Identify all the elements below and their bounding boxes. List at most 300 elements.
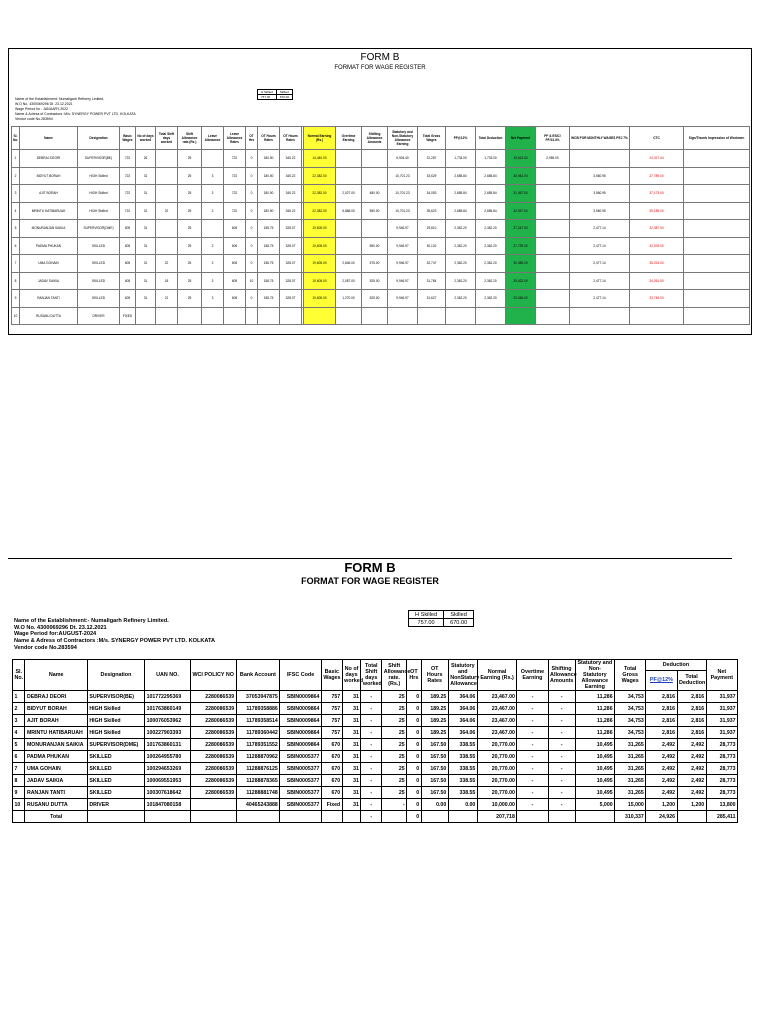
column-header-no-of-days-worked: No of days worked [342, 660, 361, 691]
table-cell: - [517, 751, 548, 763]
table-cell: 25 [178, 237, 202, 255]
table-cell [684, 307, 750, 325]
table-cell: 2,955.00 [536, 150, 570, 168]
table-cell: 158.75 [258, 255, 280, 273]
table-cell: 2 [12, 167, 20, 185]
total-cell [421, 811, 448, 823]
table-cell: 5,868.00 [336, 202, 362, 220]
table-cell: 1,200 [677, 799, 706, 811]
table-cell: HIGH Skilled [87, 703, 144, 715]
table-cell: 2280086539 [190, 727, 236, 739]
table-cell [280, 307, 302, 325]
table-cell: 0 [407, 787, 422, 799]
table-cell: 328.07 [280, 290, 302, 308]
table-cell [246, 307, 258, 325]
table-cell: 100069551953 [145, 775, 191, 787]
table-row [13, 799, 738, 811]
table-cell: 31,265 [615, 739, 646, 751]
total-cell [87, 811, 144, 823]
meta-line: W.O No. 4300069296 Dt. 23.12.2021 [15, 102, 73, 106]
table-cell: 30,102 [418, 237, 446, 255]
table-cell: 22 [156, 202, 178, 220]
table-cell: 100076053962 [145, 715, 191, 727]
total-cell: 207,718 [477, 811, 517, 823]
table-cell: 605 [120, 272, 136, 290]
table-cell: - [361, 691, 382, 703]
table-cell: 19,613.00 [506, 150, 536, 168]
total-cell: 285,411 [706, 811, 737, 823]
wage-table-january [11, 126, 750, 325]
total-cell: 24,926 [646, 811, 677, 823]
table-cell: 34,753 [615, 703, 646, 715]
table-cell [178, 307, 202, 325]
meta-line: W.O No. 4300069296 Dt. 23.12.2021 [14, 624, 107, 631]
table-cell: 10 [246, 272, 258, 290]
table-cell: 6 [13, 751, 25, 763]
column-header-wcb-for-monthly-wages-pej-7: WCB FOR MONTHLY WAGES PEJ 7% [570, 127, 630, 150]
table-cell: UMA GOHAIN [20, 255, 78, 273]
table-cell: - [361, 715, 382, 727]
table-cell: 25 [178, 167, 202, 185]
table-cell: - [361, 703, 382, 715]
table-cell: SKILLED [78, 272, 120, 290]
table-cell: HIGH Skilled [87, 715, 144, 727]
table-cell: 10,495 [575, 751, 615, 763]
table-cell: 1,200 [646, 799, 677, 811]
table-cell: 25 [382, 787, 407, 799]
table-cell: 2280086539 [190, 691, 236, 703]
table-cell: 364.06 [448, 727, 477, 739]
table-cell: 25 [178, 185, 202, 203]
table-cell [202, 150, 224, 168]
table-cell: 31 [342, 691, 361, 703]
table-cell: 33,749.00 [630, 290, 684, 308]
table-cell: 338.55 [448, 751, 477, 763]
table-cell: 35,623 [418, 202, 446, 220]
table-cell: BIDYUT BORAH [25, 703, 87, 715]
table-cell: 10,495 [575, 739, 615, 751]
table-cell: - [548, 787, 575, 799]
table-cell: 11789360442 [236, 727, 280, 739]
table-cell: 2,685.84 [476, 185, 506, 203]
table-cell: 158.75 [258, 290, 280, 308]
column-header-net-payment: Net Payment [506, 127, 536, 150]
table-cell: 1,733.00 [476, 150, 506, 168]
table-cell: 9,946.97 [388, 255, 418, 273]
table-cell: 31,937 [706, 691, 737, 703]
table-cell: 101772295369 [145, 691, 191, 703]
table-cell: DEBRAJ DEORI [20, 150, 78, 168]
table-cell: 31,937 [706, 703, 737, 715]
table-cell [536, 202, 570, 220]
table-cell: 2,087.00 [336, 272, 362, 290]
table-cell: - [548, 703, 575, 715]
table-cell: JADAV SAIKIA [20, 272, 78, 290]
table-cell: 2280086539 [190, 751, 236, 763]
table-cell: 40465243888 [236, 799, 280, 811]
table-cell: 27,739.00 [506, 237, 536, 255]
total-cell [517, 811, 548, 823]
table-cell: 30,385.00 [506, 255, 536, 273]
table-cell: DRIVER [78, 307, 120, 325]
table-cell: 2280086539 [190, 763, 236, 775]
table-cell: - [517, 691, 548, 703]
table-cell: 605 [120, 290, 136, 308]
table-cell: 722 [224, 167, 246, 185]
table-cell: 34,753 [615, 727, 646, 739]
table-cell [536, 290, 570, 308]
table-cell [536, 307, 570, 325]
table-cell: SBIN0009864 [280, 727, 322, 739]
column-header-ctc: CTC [630, 127, 684, 150]
table-cell: 27,247.00 [506, 220, 536, 238]
table-cell: RANJAN TANTI [25, 787, 87, 799]
table-row [13, 715, 738, 727]
table-cell: 31 [136, 220, 156, 238]
table-cell: - [382, 799, 407, 811]
total-cell [280, 811, 322, 823]
table-cell: 2,816 [677, 703, 706, 715]
meta-line: Name & Adress of Contractors :M/s. SYNERGY POWER PVT LTD. KOLKATA [14, 638, 216, 645]
table-row [13, 787, 738, 799]
table-cell: 0.00 [448, 799, 477, 811]
table-cell: 31 [342, 727, 361, 739]
table-cell: 7 [12, 255, 20, 273]
table-cell: 25 [178, 220, 202, 238]
top-rule [8, 558, 732, 559]
table-cell: 25 [178, 150, 202, 168]
column-header-leave-allowance: Leave Allowance [202, 127, 224, 150]
table-cell: 670 [321, 787, 342, 799]
table-cell: SBIN0009864 [280, 739, 322, 751]
meta-line: Name of the Establishment: Numaligarh Refinery Limited. [15, 97, 105, 101]
table-cell: 550.00 [362, 237, 388, 255]
table-cell: 180.50 [258, 167, 280, 185]
table-cell: 11,286 [575, 691, 615, 703]
skill-rate: 757.00 [409, 619, 444, 627]
column-header-uan-no: UAN NO. [145, 660, 191, 691]
table-row [12, 272, 750, 290]
table-cell: 21 [156, 290, 178, 308]
table-cell: PADMA PHUKAN [25, 751, 87, 763]
table-cell: 22,382.00 [304, 202, 336, 220]
table-cell: 100307618642 [145, 787, 191, 799]
table-cell: 189.25 [421, 715, 448, 727]
table-cell [156, 167, 178, 185]
table-cell: 20,770.00 [477, 787, 517, 799]
table-cell: - [548, 751, 575, 763]
table-cell: 3,560.95 [570, 202, 630, 220]
table-cell: HIGH Skilled [87, 727, 144, 739]
table-cell: 9 [12, 290, 20, 308]
header-row [12, 127, 750, 150]
table-cell: 0 [246, 255, 258, 273]
form-subtitle: FORMAT FOR WAGE REGISTER [301, 576, 439, 586]
table-cell: SBIN0005377 [280, 763, 322, 775]
deduction-group-header: Deduction [646, 660, 706, 671]
column-header-sign-thumb-impression-of-workmen: Sign/Thumb Impression of Workmen [684, 127, 750, 150]
table-cell: 722 [224, 202, 246, 220]
table-cell: SKILLED [78, 237, 120, 255]
table-cell: 0 [407, 739, 422, 751]
column-header-sl-no: Sl. No. [12, 127, 20, 150]
table-cell: 575.00 [362, 255, 388, 273]
table-cell: SBIN0005377 [280, 799, 322, 811]
form-title: FORM B [344, 560, 396, 575]
meta-line: Wage Period for:AUGUST-2024 [14, 631, 97, 638]
table-cell: HIGH Skilled [78, 185, 120, 203]
table-cell: AJIT BORAH [20, 185, 78, 203]
table-cell [304, 307, 336, 325]
table-cell: 605 [224, 290, 246, 308]
table-cell: 19,605.00 [304, 220, 336, 238]
table-cell [156, 185, 178, 203]
table-cell: 167.50 [421, 751, 448, 763]
wage-register-sheet-january [8, 48, 752, 335]
table-cell: 605 [120, 220, 136, 238]
table-cell: 2,477.14 [570, 255, 630, 273]
table-cell: 25 [382, 715, 407, 727]
table-cell: 2,492 [677, 775, 706, 787]
table-cell: 0.00 [421, 799, 448, 811]
column-header-statutory-and-non-statutory-allowance-earning: Statutory and Non-Statutory Allowance Earning [388, 127, 418, 150]
total-cell [548, 811, 575, 823]
table-cell: 605 [224, 237, 246, 255]
meta-line: Vendor code No.283594 [14, 644, 77, 651]
column-header-sl-no: Sl. No. [13, 660, 25, 691]
table-cell: 34,753 [615, 691, 646, 703]
table-cell: 19,605.00 [304, 290, 336, 308]
table-cell: 345.22 [280, 150, 302, 168]
table-cell: 31 [342, 739, 361, 751]
table-cell: 10 [12, 307, 20, 325]
table-cell: 31,937 [706, 715, 737, 727]
table-cell: 22,287 [418, 150, 446, 168]
table-cell: 2,492 [646, 739, 677, 751]
table-cell: 28,773 [706, 763, 737, 775]
table-cell: 3 [202, 272, 224, 290]
table-cell: - [361, 799, 382, 811]
table-cell: 9,946.97 [388, 237, 418, 255]
table-cell: 364.06 [448, 691, 477, 703]
table-cell [536, 220, 570, 238]
column-header-bank-account: Bank Account [236, 660, 280, 691]
table-cell: 37053947875 [236, 691, 280, 703]
table-cell: 670 [321, 739, 342, 751]
table-cell: 2,685.84 [476, 167, 506, 185]
table-cell: 29,610 [418, 220, 446, 238]
table-cell: 25 [382, 727, 407, 739]
table-cell: 0 [407, 799, 422, 811]
table-row [13, 739, 738, 751]
table-cell: 7 [13, 763, 25, 775]
table-cell: 525.00 [362, 290, 388, 308]
column-header-name: Name [25, 660, 87, 691]
table-cell: 28,773 [706, 751, 737, 763]
table-cell: 605 [224, 255, 246, 273]
table-cell: 757 [321, 727, 342, 739]
table-cell: 19,605.00 [304, 272, 336, 290]
table-cell: - [361, 775, 382, 787]
table-cell: 2280086539 [190, 775, 236, 787]
column-header-ot-hours-rates: OT Hours Rates [280, 127, 302, 150]
table-cell: 2,492 [646, 751, 677, 763]
table-cell: 328.07 [280, 237, 302, 255]
table-cell [336, 150, 362, 168]
table-cell: 6,904.40 [388, 150, 418, 168]
table-cell: SKILLED [87, 775, 144, 787]
table-cell [684, 220, 750, 238]
skill-label: H Skilled [409, 611, 444, 619]
table-cell: 11288881748 [236, 787, 280, 799]
table-cell: 338.55 [448, 787, 477, 799]
table-cell: 757 [321, 715, 342, 727]
column-header-name: Name [20, 127, 78, 150]
table-cell: DRIVER [87, 799, 144, 811]
table-cell: RANJAN TANTI [20, 290, 78, 308]
table-cell: 13,800 [706, 799, 737, 811]
table-cell: 0 [407, 775, 422, 787]
column-header-no-of-days-worked: No of days worked [136, 127, 156, 150]
table-cell: 3 [202, 167, 224, 185]
table-cell: 158.75 [258, 237, 280, 255]
table-cell [684, 150, 750, 168]
table-cell: 25 [178, 272, 202, 290]
table-cell: 8 [13, 775, 25, 787]
table-cell: DEBRAJ DEORI [25, 691, 87, 703]
table-cell: 31 [136, 202, 156, 220]
table-cell: 19,605.00 [304, 237, 336, 255]
table-cell: 11789351552 [236, 739, 280, 751]
table-cell: 23,467.00 [477, 691, 517, 703]
table-cell: 0 [246, 220, 258, 238]
table-cell: 1 [12, 150, 20, 168]
table-cell: 1,733.00 [446, 150, 476, 168]
table-cell: 37,789.00 [630, 167, 684, 185]
table-cell: 33,629 [418, 167, 446, 185]
table-cell: 2,816 [646, 691, 677, 703]
table-cell: SUPERVISOR(BE) [78, 150, 120, 168]
table-cell: 20,770.00 [477, 751, 517, 763]
table-cell: 2,362.20 [446, 272, 476, 290]
table-cell: 3 [202, 290, 224, 308]
table-cell: 670 [321, 775, 342, 787]
column-header-ot-hours-rates: OT Hours Rates [421, 660, 448, 691]
table-cell: 23,467.00 [477, 715, 517, 727]
table-cell: 32,087.00 [630, 220, 684, 238]
table-cell: 32,747 [418, 255, 446, 273]
table-cell: 25 [382, 751, 407, 763]
table-cell: 5 [12, 220, 20, 238]
table-cell: 31 [136, 255, 156, 273]
table-cell: 2,362.20 [476, 272, 506, 290]
table-cell: SUPERVISOR(DME) [87, 739, 144, 751]
table-cell: SBIN0009864 [280, 691, 322, 703]
table-row [12, 237, 750, 255]
table-cell: 2,685.84 [446, 167, 476, 185]
skill-rate: 757.00 [258, 95, 277, 100]
table-cell: 25 [382, 739, 407, 751]
table-cell: 2280086539 [190, 787, 236, 799]
table-cell: 189.25 [421, 727, 448, 739]
table-cell [684, 272, 750, 290]
table-row [13, 751, 738, 763]
table-cell: - [517, 763, 548, 775]
table-cell: 167.50 [421, 739, 448, 751]
total-cell: 0 [407, 811, 422, 823]
table-cell: 31 [342, 751, 361, 763]
table-cell: 550.00 [362, 202, 388, 220]
column-header-pf-12: PF@12% [446, 127, 476, 150]
table-cell: 11288876125 [236, 763, 280, 775]
table-cell: 3 [13, 715, 25, 727]
table-cell: MONURANJAN SAIKIA [20, 220, 78, 238]
table-cell: 101763860149 [145, 703, 191, 715]
table-cell: 2280086539 [190, 703, 236, 715]
table-cell [570, 307, 630, 325]
total-cell [677, 811, 706, 823]
table-cell [684, 185, 750, 203]
column-header-ot-hrs: OT Hrs [246, 127, 258, 150]
table-cell: FIXED [120, 307, 136, 325]
table-cell: 1 [13, 691, 25, 703]
table-row [13, 691, 738, 703]
column-header-leave-allowance-rates: Leave Allowance Rates [224, 127, 246, 150]
table-cell [362, 167, 388, 185]
table-cell: 167.50 [421, 775, 448, 787]
table-cell: 2,362.20 [446, 220, 476, 238]
table-cell: 2,492 [677, 763, 706, 775]
table-cell: - [548, 799, 575, 811]
table-cell: 9,946.97 [388, 220, 418, 238]
table-cell: - [517, 715, 548, 727]
skill-rate: 670.00 [276, 95, 292, 100]
table-cell: 2 [202, 237, 224, 255]
table-cell: 31,265 [615, 787, 646, 799]
table-cell: - [517, 775, 548, 787]
table-row [12, 307, 750, 325]
table-cell: - [548, 727, 575, 739]
table-cell: 34,261.00 [630, 272, 684, 290]
table-cell: 2,477.14 [570, 290, 630, 308]
table-cell: 158.75 [258, 220, 280, 238]
table-cell [362, 307, 388, 325]
table-cell: 0 [407, 715, 422, 727]
table-cell: UMA GOHAIN [25, 763, 87, 775]
column-header-total-gross-wages: Total Gross Wages [418, 127, 446, 150]
table-cell: HIGH Skilled [78, 167, 120, 185]
table-cell: 0 [407, 751, 422, 763]
table-cell: Fixed [321, 799, 342, 811]
table-cell: 29,265.00 [506, 290, 536, 308]
table-cell: 722 [120, 167, 136, 185]
total-cell: - [361, 811, 382, 823]
table-cell: 722 [120, 202, 136, 220]
table-cell [224, 307, 246, 325]
column-header-total-gross-wages: Total Gross Wages [615, 660, 646, 691]
table-cell: 11789358514 [236, 715, 280, 727]
table-cell: 2,646.00 [336, 255, 362, 273]
table-cell: 2,816 [646, 703, 677, 715]
table-cell: 31,627 [418, 290, 446, 308]
skill-rate: 670.00 [444, 619, 474, 627]
table-cell: - [361, 763, 382, 775]
table-cell [536, 185, 570, 203]
table-cell: 722 [224, 150, 246, 168]
table-cell: 31 [342, 799, 361, 811]
table-cell: 338.55 [448, 775, 477, 787]
column-header-overtime-earning: Overtime Earning [517, 660, 548, 691]
